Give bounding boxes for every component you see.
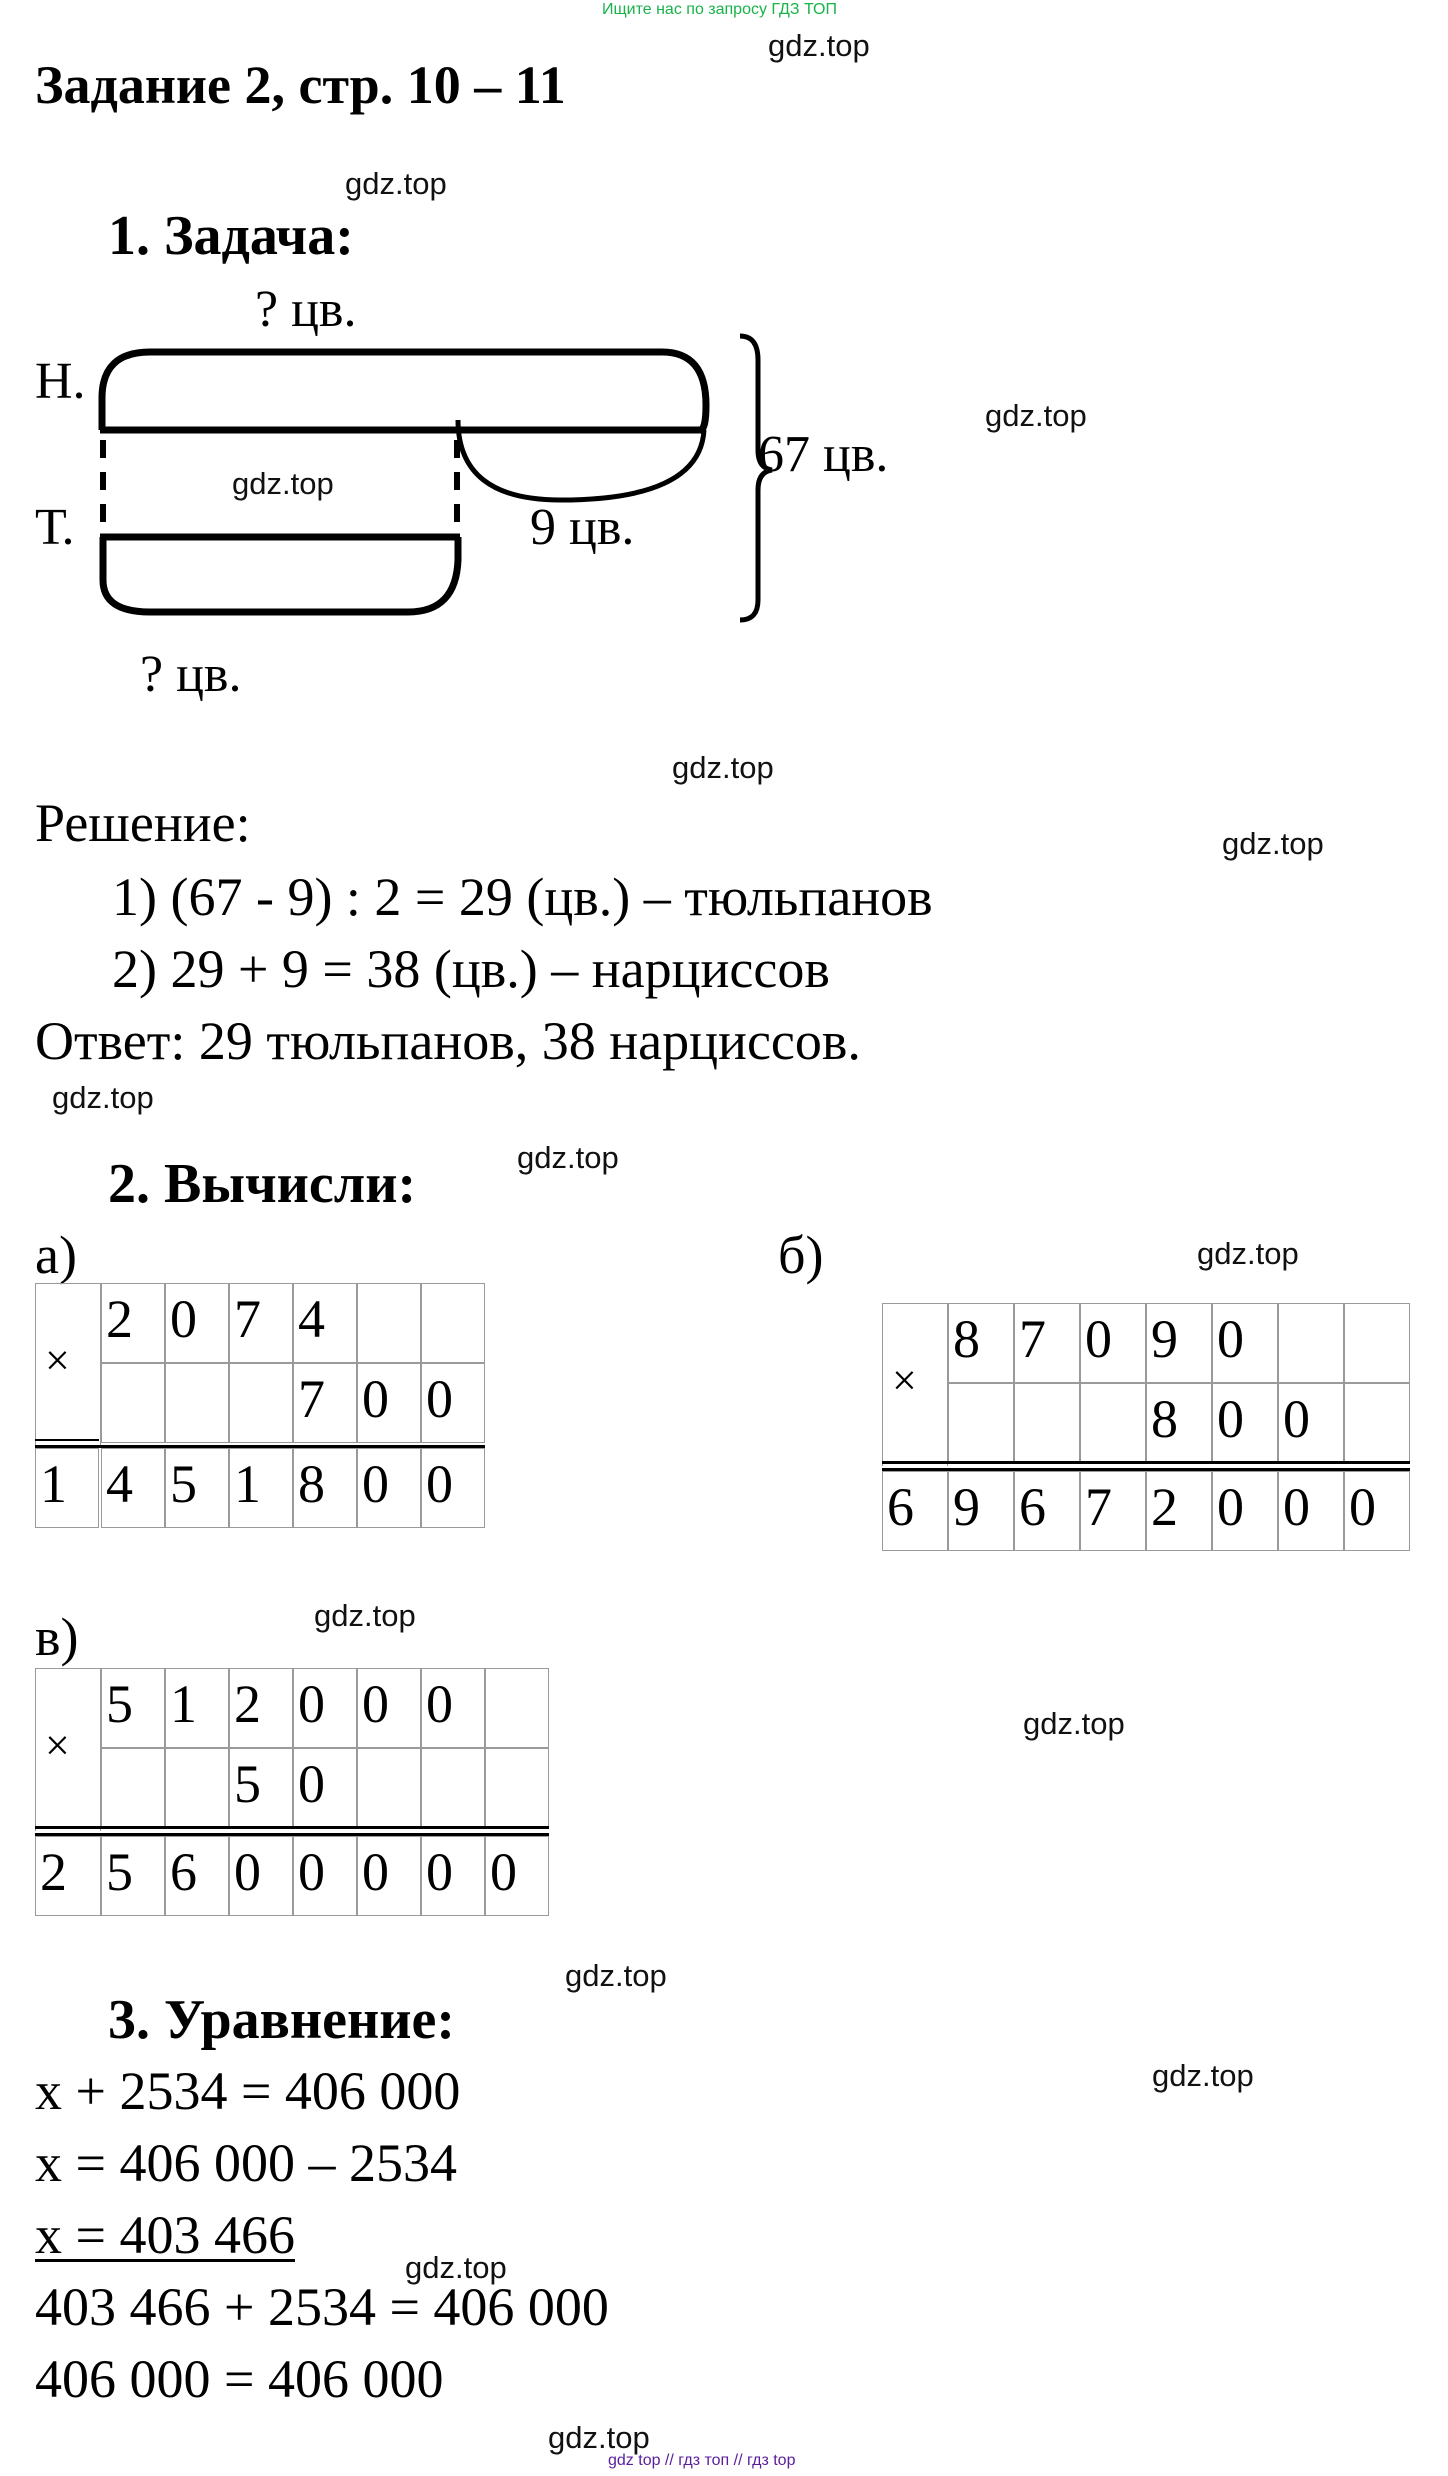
- digit-cell: [485, 1748, 549, 1828]
- label-a: а): [35, 1225, 77, 1285]
- digit-cell: 7: [1014, 1303, 1080, 1383]
- result-digit-cell: 2: [35, 1836, 101, 1916]
- result-digit-cell: 0: [357, 1836, 421, 1916]
- digit-cell: 0: [1278, 1383, 1344, 1463]
- check-line-2: 406 000 = 406 000: [35, 2349, 444, 2409]
- result-digit-cell: 2: [1146, 1471, 1212, 1551]
- watermark: gdz.top: [985, 398, 1087, 433]
- result-digit-cell: 0: [1212, 1471, 1278, 1551]
- result-digit-cell: 0: [1278, 1471, 1344, 1551]
- digit-cell: 7: [293, 1363, 357, 1443]
- narcissus-bar: [102, 352, 706, 430]
- total-label: 67 цв.: [758, 426, 889, 483]
- digit-cell: 0: [165, 1283, 229, 1363]
- result-digit-cell: 0: [421, 1836, 485, 1916]
- digit-cell: [1344, 1303, 1410, 1383]
- result-digit-cell: 1: [35, 1448, 99, 1528]
- result-digit-cell: 0: [229, 1836, 293, 1916]
- result-digit-cell: 9: [948, 1471, 1014, 1551]
- digit-cell: 0: [1212, 1303, 1278, 1383]
- digit-cell: 0: [421, 1363, 485, 1443]
- digit-cell: [357, 1748, 421, 1828]
- digit-cell: [357, 1283, 421, 1363]
- digit-cell: [101, 1363, 165, 1443]
- top-banner: Ищите нас по запросу ГДЗ ТОП: [602, 1, 837, 18]
- digit-cell: [948, 1383, 1014, 1463]
- double-rule: [882, 1461, 1410, 1464]
- solution-label: Решение:: [35, 793, 251, 853]
- label-b: б): [778, 1225, 824, 1285]
- watermark: gdz.top: [1197, 1236, 1299, 1271]
- result-digit-cell: 5: [165, 1448, 229, 1528]
- equation-line-2: x = 406 000 – 2534: [35, 2133, 457, 2193]
- result-digit-cell: 6: [165, 1836, 229, 1916]
- digit-cell: 4: [293, 1283, 357, 1363]
- solution-step-2: 2) 29 + 9 = 38 (цв.) – нарциссов: [112, 939, 830, 999]
- section1-heading: 1. Задача:: [108, 205, 354, 267]
- watermark: gdz.top: [232, 466, 334, 501]
- result-digit-cell: 5: [101, 1836, 165, 1916]
- result-digit-cell: 8: [293, 1448, 357, 1528]
- digit-cell: [1014, 1383, 1080, 1463]
- double-rule: [35, 1826, 549, 1829]
- digit-cell: [1080, 1383, 1146, 1463]
- result-digit-cell: 1: [229, 1448, 293, 1528]
- result-digit-cell: 0: [1344, 1471, 1410, 1551]
- watermark: gdz.top: [1222, 826, 1324, 861]
- result-digit-cell: 4: [101, 1448, 165, 1528]
- result-digit-cell: 0: [293, 1836, 357, 1916]
- equation-result: x = 403 466: [35, 2205, 295, 2265]
- digit-cell: [1344, 1383, 1410, 1463]
- label-v: в): [35, 1607, 79, 1667]
- result-digit-cell: 0: [421, 1448, 485, 1528]
- label-n: Н.: [35, 353, 86, 410]
- watermark: gdz.top: [52, 1080, 154, 1115]
- digit-cell: [229, 1363, 293, 1443]
- digit-cell: 5: [229, 1748, 293, 1828]
- section3-heading: 3. Уравнение:: [108, 1989, 456, 2051]
- bottom-banner: gdz top // гдз топ // гдз top: [608, 2452, 796, 2469]
- watermark: gdz.top: [314, 1598, 416, 1633]
- bottom-question-label: ? цв.: [140, 646, 242, 703]
- multiply-sign: ×: [45, 1336, 70, 1385]
- digit-cell: 7: [229, 1283, 293, 1363]
- digit-cell: [485, 1668, 549, 1748]
- result-digit-cell: 0: [485, 1836, 549, 1916]
- watermark: gdz.top: [672, 750, 774, 785]
- top-question-label: ? цв.: [255, 281, 357, 338]
- digit-cell: 5: [101, 1668, 165, 1748]
- digit-cell: 0: [357, 1363, 421, 1443]
- digit-cell: 0: [357, 1668, 421, 1748]
- digit-cell: 2: [229, 1668, 293, 1748]
- digit-cell: [421, 1283, 485, 1363]
- watermark: gdz.top: [1152, 2058, 1254, 2093]
- watermark: gdz.top: [768, 28, 870, 63]
- digit-cell: 2: [101, 1283, 165, 1363]
- digit-cell: [101, 1748, 165, 1828]
- digit-cell: 1: [165, 1668, 229, 1748]
- digit-cell: 0: [1212, 1383, 1278, 1463]
- watermark: gdz.top: [517, 1140, 619, 1175]
- diff-label: 9 цв.: [530, 499, 635, 556]
- tulip-bar: [103, 537, 458, 612]
- digit-cell: 9: [1146, 1303, 1212, 1383]
- multiply-sign: ×: [45, 1721, 70, 1770]
- watermark: gdz.top: [405, 2250, 507, 2285]
- digit-cell: 0: [421, 1668, 485, 1748]
- digit-cell: [1278, 1303, 1344, 1383]
- label-t: Т.: [35, 499, 75, 556]
- digit-cell: 8: [948, 1303, 1014, 1383]
- watermark: gdz.top: [548, 2420, 650, 2455]
- result-digit-cell: 6: [882, 1471, 948, 1551]
- digit-cell: [421, 1748, 485, 1828]
- section2-heading: 2. Вычисли:: [108, 1153, 417, 1215]
- watermark: gdz.top: [345, 166, 447, 201]
- digit-cell: [165, 1748, 229, 1828]
- result-digit-cell: 7: [1080, 1471, 1146, 1551]
- digit-cell: 0: [293, 1748, 357, 1828]
- result-digit-cell: 6: [1014, 1471, 1080, 1551]
- watermark: gdz.top: [565, 1958, 667, 1993]
- watermark: gdz.top: [1023, 1706, 1125, 1741]
- page-title: Задание 2, стр. 10 – 11: [35, 55, 566, 115]
- digit-cell: 0: [293, 1668, 357, 1748]
- digit-cell: [165, 1363, 229, 1443]
- multiply-sign: ×: [892, 1356, 917, 1405]
- answer: Ответ: 29 тюльпанов, 38 нарциссов.: [35, 1011, 861, 1071]
- digit-cell: 8: [1146, 1383, 1212, 1463]
- check-line-1: 403 466 + 2534 = 406 000: [35, 2277, 609, 2337]
- digit-cell: 0: [1080, 1303, 1146, 1383]
- double-rule: [35, 1439, 99, 1441]
- equation-line-1: x + 2534 = 406 000: [35, 2061, 461, 2121]
- solution-step-1: 1) (67 - 9) : 2 = 29 (цв.) – тюльпанов: [112, 867, 933, 927]
- result-digit-cell: 0: [357, 1448, 421, 1528]
